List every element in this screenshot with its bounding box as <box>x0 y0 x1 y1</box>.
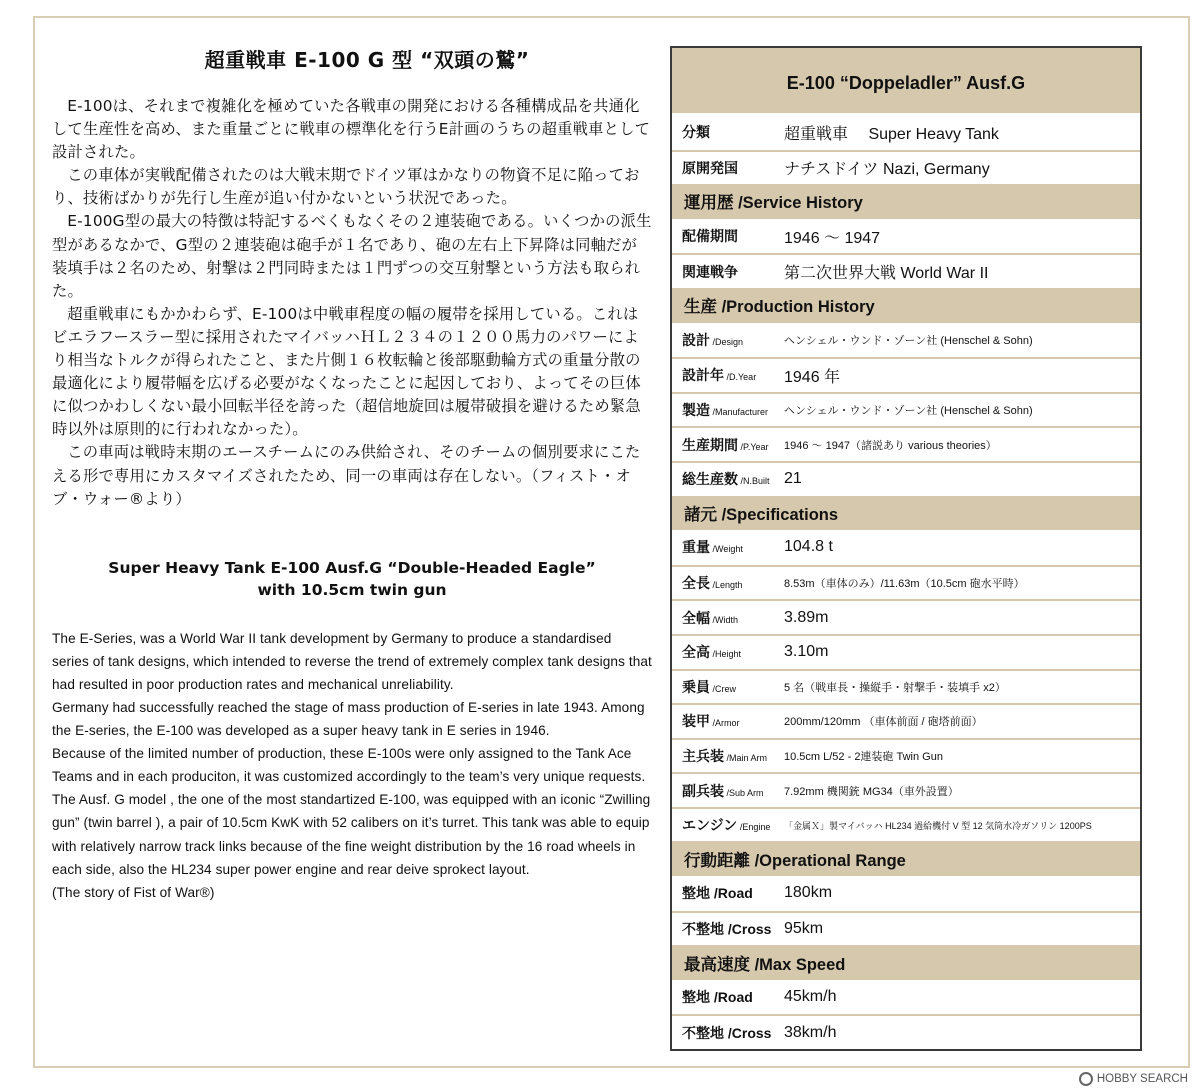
spec-row-speed-road <box>672 980 1140 1015</box>
spec-value: 21 <box>784 470 802 488</box>
spec-row-wars <box>672 253 1140 288</box>
spec-value: 3.89m <box>784 608 829 626</box>
spec-label: 不整地 /Cross <box>682 920 772 937</box>
spec-row-main-arm <box>672 738 1140 773</box>
spec-label <box>672 642 784 662</box>
spec-label-jp: エンジン <box>682 817 738 834</box>
spec-row-weight <box>672 530 1140 565</box>
spec-row-service-period <box>672 219 1140 254</box>
spec-label <box>672 573 784 593</box>
spec-row-design-year <box>672 357 1140 392</box>
spec-label: 不整地 /Cross <box>682 1024 772 1041</box>
english-description <box>52 627 652 904</box>
en-paragraph: Because of the limited number of production, these E-100s were only assigned to the Tank Ace Teams and in each produciton, it was customized accordingly to the team’s very unique requests. <box>52 746 646 785</box>
english-title-line-2: with 10.5cm twin gun <box>257 580 447 599</box>
spec-label-en: /P.Year <box>738 441 769 452</box>
spec-row-sub-arm <box>672 772 1140 807</box>
spec-label-en: /Main Arm <box>724 752 768 763</box>
spec-row-armor <box>672 703 1140 738</box>
section-specifications: 諸元 /Specifications <box>672 496 1140 531</box>
section-production-history: 生産 /Production History <box>672 288 1140 323</box>
spec-label-jp: 全幅 <box>682 609 710 626</box>
spec-label-jp: 製造 <box>682 402 710 419</box>
en-paragraph: Germany had successfully reached the stage of mass production of E-series in late 1943. Among the E-series, the E-100 was developed as a super heavy tank in E series in 1946. <box>52 699 645 739</box>
spec-row-origin <box>672 150 1140 185</box>
spec-table <box>670 46 1142 1051</box>
spec-row-length <box>672 565 1140 600</box>
spec-label-en: /Height <box>710 649 742 660</box>
spec-label-jp: 設計 <box>682 331 710 348</box>
spec-value: ヘンシェル・ウンド・ゾーン社 (Henschel & Sohn) <box>784 334 1033 347</box>
spec-value: ヘンシェル・ウンド・ゾーン社 (Henschel & Sohn) <box>784 405 1033 418</box>
watermark-text: HOBBY SEARCH <box>1096 1073 1188 1085</box>
spec-label-jp: 主兵装 <box>682 747 724 764</box>
spec-row-crew <box>672 669 1140 704</box>
spec-label-en: /Sub Arm <box>724 787 764 798</box>
spec-label-en: /Width <box>710 614 739 625</box>
jp-paragraph: この車両は戦時末期のエースチームにのみ供給され、そのチームの個別要求にこたえる形で専用にカスタマイズされたため、同一の車両は存在しない。（フィスト・オブ・ウォー®より） <box>52 443 641 508</box>
spec-label-en: /Engine <box>737 822 771 833</box>
watermark <box>1079 1072 1188 1086</box>
spec-label-jp: 設計年 <box>682 367 724 384</box>
spec-row-speed-cross <box>672 1014 1140 1049</box>
japanese-title: 超重戦車 E-100 G 型 “双頭の鷲” <box>204 48 530 72</box>
spec-label-en: /Length <box>710 580 743 591</box>
section-operational-range: 行動距離 /Operational Range <box>672 841 1140 876</box>
spec-label-en: /D.Year <box>724 372 757 383</box>
spec-value: 38km/h <box>784 1023 837 1041</box>
spec-label <box>672 537 784 557</box>
hobby-search-logo-icon <box>1079 1072 1093 1086</box>
section-service-history: 運用歴 /Service History <box>672 184 1140 219</box>
spec-label-jp: 生産期間 <box>682 436 738 453</box>
spec-label <box>672 677 784 697</box>
english-title <box>52 557 652 601</box>
spec-label: 分類 <box>682 124 710 141</box>
en-paragraph: The Ausf. G model , the one of the most standartized E-100, was equipped with an iconic “Zwilling gun” (twin barrel ), a pair of 10.5cm KwK with 52 calibers on it’s turret. This tank was able to equip with relatively narrow track links because of the fine weight distribution by the 16 road wheels in each side, also the HL234 super power engine and rear deive sprokect layout. <box>52 792 651 877</box>
spec-value: 10.5cm L/52 - 2連装砲 Twin Gun <box>784 750 943 763</box>
spec-value: 45km/h <box>784 988 837 1006</box>
spec-label <box>672 330 784 350</box>
spec-label-en: /N.Built <box>738 476 770 487</box>
spec-value: 5 名（戦車長・操縦手・射撃手・装填手 x2） <box>784 681 1006 694</box>
japanese-description <box>52 95 652 511</box>
spec-label-jp: 総生産数 <box>682 471 738 488</box>
spec-row-height <box>672 634 1140 669</box>
spec-label <box>672 400 784 420</box>
spec-label <box>672 469 784 489</box>
spec-label-en: /Crew <box>710 683 737 694</box>
spec-row-manufacturer <box>672 392 1140 427</box>
spec-label-jp: 全高 <box>682 644 710 661</box>
jp-paragraph: E-100G型の最大の特徴は特記するべくもなくその２連装砲である。いくつかの派生型があるなかで、G型の２連装砲は砲手が１名であり、砲の左右上下昇降は同軸だが装填手は２名のため、射撃は２門同時または１門ずつの交互射撃という方法も取られた。 <box>52 212 652 300</box>
spec-label: 整地 /Road <box>682 885 753 902</box>
spec-label <box>672 781 784 801</box>
spec-value: 95km <box>784 919 824 937</box>
spec-value: 第二次世界大戦 World War II <box>784 265 989 283</box>
spec-value: 1946 ～ 1947 <box>784 229 881 247</box>
jp-paragraph: E-100は、それまで複雑化を極めていた各戦車の開発における各種構成品を共通化して生産性を高め、また重量ごとに戦車の標準化を行うE計画のうちの超重戦車として設計された。 <box>52 97 651 162</box>
spec-row-width <box>672 599 1140 634</box>
spec-label <box>672 435 784 455</box>
spec-value: 1946 年 <box>784 368 841 386</box>
spec-label-en: /Armor <box>710 718 740 729</box>
spec-label <box>672 711 784 731</box>
spec-label <box>672 746 784 766</box>
spec-value: 1946 ～ 1947（諸説あり various theories） <box>784 439 997 452</box>
spec-header: E-100 “Doppeladler” Ausf.G <box>672 48 1140 115</box>
spec-label-en: /Weight <box>710 544 743 555</box>
description-column <box>52 44 652 904</box>
spec-value: ナチスドイツ Nazi, Germany <box>784 161 990 179</box>
en-paragraph: The E-Series, was a World War II tank development by Germany to produce a standardised series of tank designs, which intended to reverse the trend of extremely complex tank designs that had resulted in poor production rates and mechanical unreliability. <box>52 630 652 692</box>
spec-label: 配備期間 <box>682 228 738 245</box>
spec-row-number-built <box>672 461 1140 496</box>
spec-value: 200mm/120mm （車体前面 / 砲塔前面） <box>784 716 983 729</box>
section-max-speed: 最高速度 /Max Speed <box>672 945 1140 980</box>
spec-label-jp: 全長 <box>682 575 710 592</box>
spec-value: 超重戦車 Super Heavy Tank <box>784 125 999 143</box>
spec-label-jp: 副兵装 <box>682 782 724 799</box>
spec-value: 3.10m <box>784 643 829 661</box>
spec-value: 8.53m（車体のみ）/11.63m（10.5cm 砲水平時） <box>784 578 1025 591</box>
spec-row-range-road <box>672 876 1140 911</box>
spec-label-jp: 装甲 <box>682 713 710 730</box>
spec-row-range-cross <box>672 911 1140 946</box>
spec-value: 「金属Ｘ」製マイバッハ HL234 過給機付 V 型 12 気筒水冷ガソリン 1200PS <box>784 820 1092 831</box>
spec-row-production-period <box>672 426 1140 461</box>
spec-row-classification <box>672 115 1140 150</box>
spec-label: 整地 /Road <box>682 989 753 1006</box>
spec-label <box>672 608 784 628</box>
jp-paragraph: 超重戦車にもかかわらず、E-100は中戦車程度の幅の履帯を採用している。これはビエラフースラー型に採用されたマイバッハＨＬ２３４の１２００馬力のパワーにより相当なトルクが得られたこと、また片側１６枚転輪と後部駆動輪方式の重量分散の最適化により履帯幅を広げる必要がなくなったことに起因しており、よってその巨体に似つかわしくない最小回転半径を誇った（超信地旋回は履帯破損を避けるため緊急時以外は原則的に行われなかった）。 <box>52 304 641 439</box>
jp-paragraph: この車体が実戦配備されたのは大戦末期でドイツ軍はかなりの物資不足に陥っており、技術ばかりが先行し生産が追い付かないという状況であった。 <box>52 166 640 208</box>
en-paragraph: (The story of Fist of War®) <box>52 884 215 900</box>
spec-label-en: /Manufacturer <box>710 407 769 418</box>
spec-label-en: /Design <box>710 336 744 347</box>
spec-label-jp: 乗員 <box>682 678 710 695</box>
spec-label-jp: 重量 <box>682 539 710 556</box>
english-title-line-1: Super Heavy Tank E-100 Ausf.G “Double-Headed Eagle” <box>108 558 596 577</box>
spec-row-design <box>672 323 1140 358</box>
spec-label: 原開発国 <box>682 159 738 176</box>
spec-label: 関連戦争 <box>682 263 738 280</box>
spec-value: 104.8 t <box>784 538 833 556</box>
spec-value: 7.92mm 機関銃 MG34（車外設置） <box>784 785 959 798</box>
spec-row-engine <box>672 807 1140 842</box>
spec-label <box>672 365 784 385</box>
spec-label <box>672 815 784 835</box>
spec-value: 180km <box>784 884 833 902</box>
